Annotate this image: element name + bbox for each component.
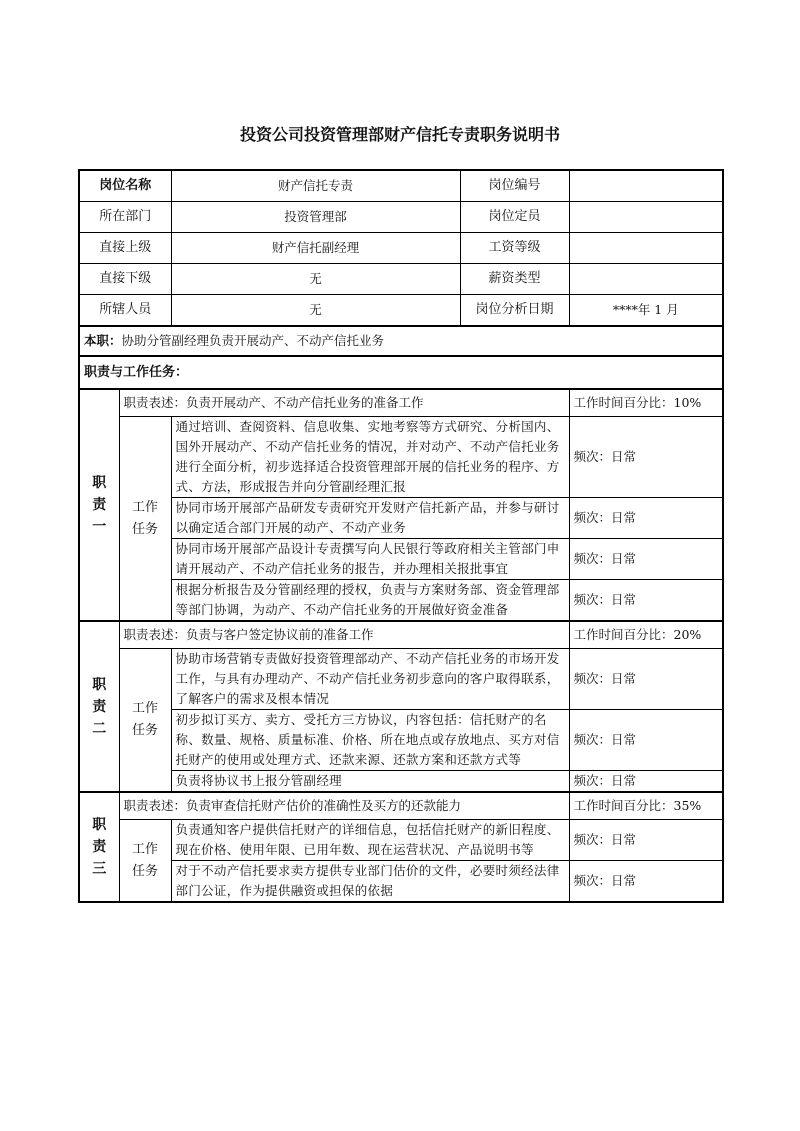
duty-time-percent: 工作时间百分比：35%	[569, 792, 723, 820]
task-row	[79, 771, 723, 793]
benzhi-label: 本职：	[84, 333, 122, 348]
duty-name: 职 责 二	[79, 621, 119, 792]
duty-time-percent: 工作时间百分比：10%	[569, 389, 723, 417]
header-row	[79, 264, 723, 295]
value-salary-grade	[569, 233, 723, 264]
task-label: 工作 任务	[119, 417, 171, 622]
header-row	[79, 295, 723, 327]
value-staff: 无	[172, 295, 461, 325]
duty-desc-row	[79, 389, 723, 417]
header-row	[79, 202, 723, 233]
task-frequency: 频次：日常	[569, 580, 723, 622]
task-text: 初步拟订买方、卖方、受托方三方协议，内容包括：信托财产的名称、数量、规格、质量标准、价格、所在地点或存放地点、买方对信托财产的使用或处理方式、还款来源、还款方案和还款方式等	[171, 710, 569, 771]
task-frequency: 频次：日常	[569, 539, 723, 580]
task-row	[79, 417, 723, 498]
label-direct-subordinate: 直接下级	[79, 264, 171, 295]
benzhi-row	[79, 326, 723, 356]
task-row	[79, 580, 723, 622]
task-text: 负责将协议书上报分管副经理	[171, 771, 569, 793]
section-label: 职责与工作任务：	[79, 356, 723, 389]
task-text: 协同市场开展部产品设计专责撰写向人民银行等政府相关主管部门申请开展动产、不动产信托业务的报告，并办理相关报批事宜	[171, 539, 569, 580]
duty-description: 职责表述：负责审查信托财产估价的准确性及买方的还款能力	[119, 792, 569, 820]
task-text: 负责通知客户提供信托财产的详细信息，包括信托财产的新旧程度、现在价格、使用年限、已用年数、现在运营状况、产品说明书等	[171, 820, 569, 861]
value-direct-superior: 财产信托副经理	[172, 233, 461, 263]
task-text: 通过培训、查阅资料、信息收集、实地考察等方式研究、分析国内、国外开展动产、不动产信托业务的情况，并对动产、不动产信托业务进行全面分析，初步选择适合投资管理部开展的信托业务的程序、方式、方法，形成报告并向分管副经理汇报	[171, 417, 569, 498]
label-salary-grade: 工资等级	[488, 240, 541, 255]
duty-time-percent: 工作时间百分比：20%	[569, 621, 723, 649]
value-direct-subordinate: 无	[172, 264, 461, 294]
duty-description: 职责表述：负责与客户签定协议前的准备工作	[119, 621, 569, 649]
task-frequency: 频次：日常	[569, 771, 723, 793]
label-department: 所在部门	[79, 202, 171, 233]
value-analysis-date: ****年 1 月	[569, 295, 723, 327]
task-frequency: 频次：日常	[569, 417, 723, 498]
value-salary-type	[569, 264, 723, 295]
task-row	[79, 861, 723, 903]
task-row	[79, 498, 723, 539]
task-label: 工作 任务	[119, 649, 171, 793]
task-row	[79, 649, 723, 710]
duty-desc-row	[79, 621, 723, 649]
value-post-name: 财产信托专责	[172, 171, 461, 201]
duty-name: 职 责 一	[79, 389, 119, 621]
header-row	[79, 233, 723, 264]
task-frequency: 频次：日常	[569, 861, 723, 903]
task-text: 协同市场开展部产品研发专责研究开发财产信托新产品，并参与研讨以确定适合部门开展的动产、不动产业务	[171, 498, 569, 539]
label-headcount: 岗位定员	[488, 209, 541, 224]
task-row	[79, 820, 723, 861]
task-row	[79, 539, 723, 580]
benzhi-text: 协助分管副经理负责开展动产、不动产信托业务	[121, 333, 385, 348]
task-text: 协助市场营销专责做好投资管理部动产、不动产信托业务的市场开发工作，与具有办理动产、不动产信托业务初步意向的客户取得联系，了解客户的需求及根本情况	[171, 649, 569, 710]
task-text: 对于不动产信托要求卖方提供专业部门估价的文件，必要时须经法律部门公证，作为提供融资或担保的依据	[171, 861, 569, 903]
section-row	[79, 356, 723, 389]
task-frequency: 频次：日常	[569, 710, 723, 771]
header-row	[79, 170, 723, 202]
task-label: 工作 任务	[119, 820, 171, 903]
task-frequency: 频次：日常	[569, 498, 723, 539]
page-title: 投资公司投资管理部财产信托专责职务说明书	[239, 125, 560, 144]
job-description-table	[78, 169, 724, 903]
task-text: 根据分析报告及分管副经理的授权，负责与方案财务部、资金管理部等部门协调，为动产、不动产信托业务的开展做好资金准备	[171, 580, 569, 622]
value-headcount	[569, 202, 723, 233]
duty-desc-row	[79, 792, 723, 820]
label-salary-type: 薪资类型	[488, 271, 541, 286]
label-staff: 所辖人员	[79, 295, 171, 327]
task-row	[79, 710, 723, 771]
label-post-number: 岗位编号	[488, 178, 541, 193]
label-direct-superior: 直接上级	[79, 233, 171, 264]
duty-description: 职责表述：负责开展动产、不动产信托业务的准备工作	[119, 389, 569, 417]
label-post-name: 岗位名称	[79, 170, 171, 202]
value-post-number	[569, 170, 723, 202]
task-frequency: 频次：日常	[569, 820, 723, 861]
duty-name: 职 责 三	[79, 792, 119, 902]
task-frequency: 频次：日常	[569, 649, 723, 710]
label-analysis-date: 岗位分析日期	[475, 302, 554, 317]
value-department: 投资管理部	[172, 202, 461, 232]
